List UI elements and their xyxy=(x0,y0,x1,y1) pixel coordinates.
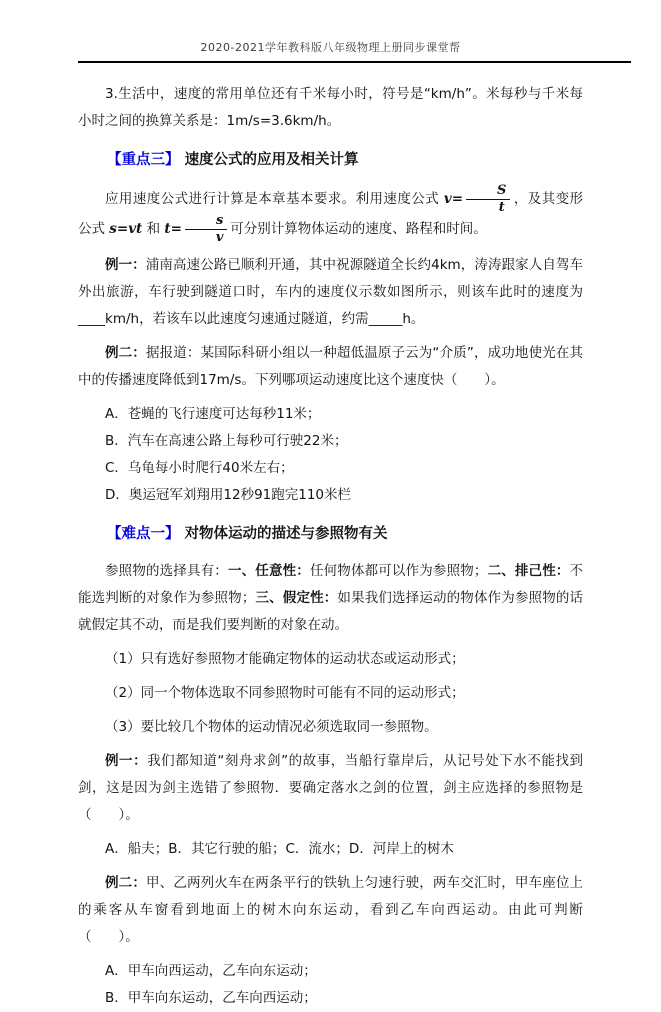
document-body xyxy=(0,63,661,1012)
heading-title-difficulty1: 对物体运动的描述与参照物有关 xyxy=(184,525,388,542)
rule-item-3: （3）要比较几个物体的运动情况必须选取同一参照物。 xyxy=(105,718,438,735)
option-b: B．汽车在高速公路上每秒可行驶22米； xyxy=(105,432,348,449)
formula-t-lhs: t= xyxy=(164,221,182,238)
paragraph-example2-difficulty1 xyxy=(78,870,583,951)
paragraph-formula-intro xyxy=(78,184,583,245)
text-run: 应用速度公式进行计算是本章基本要求。利用速度公式 xyxy=(105,191,440,208)
fraction-numerator: s xyxy=(185,214,227,230)
example-text: 浦南高速公路已顺利开通，其中祝源隧道全长约4km，涛涛跟家人自驾车外出旅游，车行驶到隧道口时，车内的速度仪示数如图所示，则该车此时的速度为____km/h，若该车以此速度匀速通过隧道，约需_____h。 xyxy=(78,256,584,327)
text-run: 不能选判断的对象作为参照物； xyxy=(78,562,584,606)
text-run-bold: 一、任意性： xyxy=(227,562,310,579)
formula-s-equals-vt: s=vt xyxy=(109,221,143,238)
fraction-s-over-v xyxy=(185,214,227,244)
fraction-denominator: t xyxy=(498,199,505,215)
paragraph-example1-focus3 xyxy=(78,252,583,333)
example-label: 例二： xyxy=(105,344,146,361)
fraction-denominator: v xyxy=(215,229,224,245)
section-heading-difficulty1 xyxy=(78,521,583,548)
text-run-bold: 二、排己性： xyxy=(487,562,570,579)
options-example2-focus3 xyxy=(78,401,583,509)
text-run: 参照物的选择具有： xyxy=(105,562,228,579)
example-label: 例一： xyxy=(105,752,148,769)
options-example1-difficulty1: A．船夫；B．其它行驶的船；C．流水；D．河岸上的树木 xyxy=(105,840,454,857)
header-title: 2020-2021学年教科版八年级物理上册同步课堂帮 xyxy=(200,41,461,54)
heading-title-focus3: 速度公式的应用及相关计算 xyxy=(184,152,359,168)
option-a: A．苍蝇的飞行速度可达每秒11米； xyxy=(105,405,321,422)
text-run: ，及其变形公式 xyxy=(78,191,583,238)
rule-item-1: （1）只有选好参照物才能确定物体的运动状态或运动形式； xyxy=(105,650,465,667)
text-run: 如果我们选择运动的物体作为参照物的话就假定其不动，而是我们要判断的对象在动。 xyxy=(78,589,584,633)
heading-tag-focus3: 【重点三】 xyxy=(107,152,180,168)
paragraph-example1-difficulty1 xyxy=(78,748,583,829)
text-run: 任何物体都可以作为参照物； xyxy=(309,562,488,579)
text-run: 可分别计算物体运动的速度、路程和时间。 xyxy=(230,221,487,238)
section-heading-focus3 xyxy=(78,147,583,174)
paragraph-unit-conversion: 3.生活中，速度的常用单位还有千米每小时，符号是“km/h”。米每秒与千米每小时之间的换算关系是：1m/s=3.6km/h。 xyxy=(78,86,583,129)
option-b: B．甲车向东运动，乙车向西运动； xyxy=(105,989,317,1006)
text-run-bold: 三、假定性： xyxy=(255,589,338,606)
paragraph-reference-object-rules xyxy=(78,558,583,639)
paragraph-example2-focus3 xyxy=(78,340,583,394)
option-d: D．奥运冠军刘翔用12秒91跑完110米栏 xyxy=(105,486,352,503)
option-c: C．乌龟每小时爬行40米左右； xyxy=(105,459,294,476)
formula-v-lhs: v= xyxy=(443,191,463,208)
example-label: 例二： xyxy=(105,874,146,891)
fraction-numerator: S xyxy=(466,184,510,200)
option-a: A．甲车向西运动，乙车向东运动； xyxy=(105,962,317,979)
example-text: 据报道：某国际科研小组以一种超低温原子云为“介质”，成功地使光在其中的传播速度降低到17m/s。下列哪项运动速度比这个速度快（ ）。 xyxy=(78,344,583,388)
fraction-s-over-t xyxy=(466,184,510,214)
example-text: 我们都知道“刻舟求剑”的故事，当船行靠岸后，从记号处下水不能找到剑，这是因为剑主选错了参照物．要确定落水之剑的位置，剑主应选择的参照物是（ ）。 xyxy=(78,752,583,823)
options-example2-difficulty1 xyxy=(78,958,583,1012)
heading-tag-difficulty1: 【难点一】 xyxy=(107,525,180,542)
example-label: 例一： xyxy=(105,256,146,273)
text-run: 和 xyxy=(146,221,161,238)
rule-item-2: （2）同一个物体选取不同参照物时可能有不同的运动形式； xyxy=(105,684,465,701)
page-header xyxy=(0,0,661,63)
example-text: 甲、乙两列火车在两条平行的铁轨上匀速行驶，两车交汇时，甲车座位上的乘客从车窗看到地面上的树木向东运动，看到乙车向西运动。由此可判断（ ）。 xyxy=(78,874,584,945)
